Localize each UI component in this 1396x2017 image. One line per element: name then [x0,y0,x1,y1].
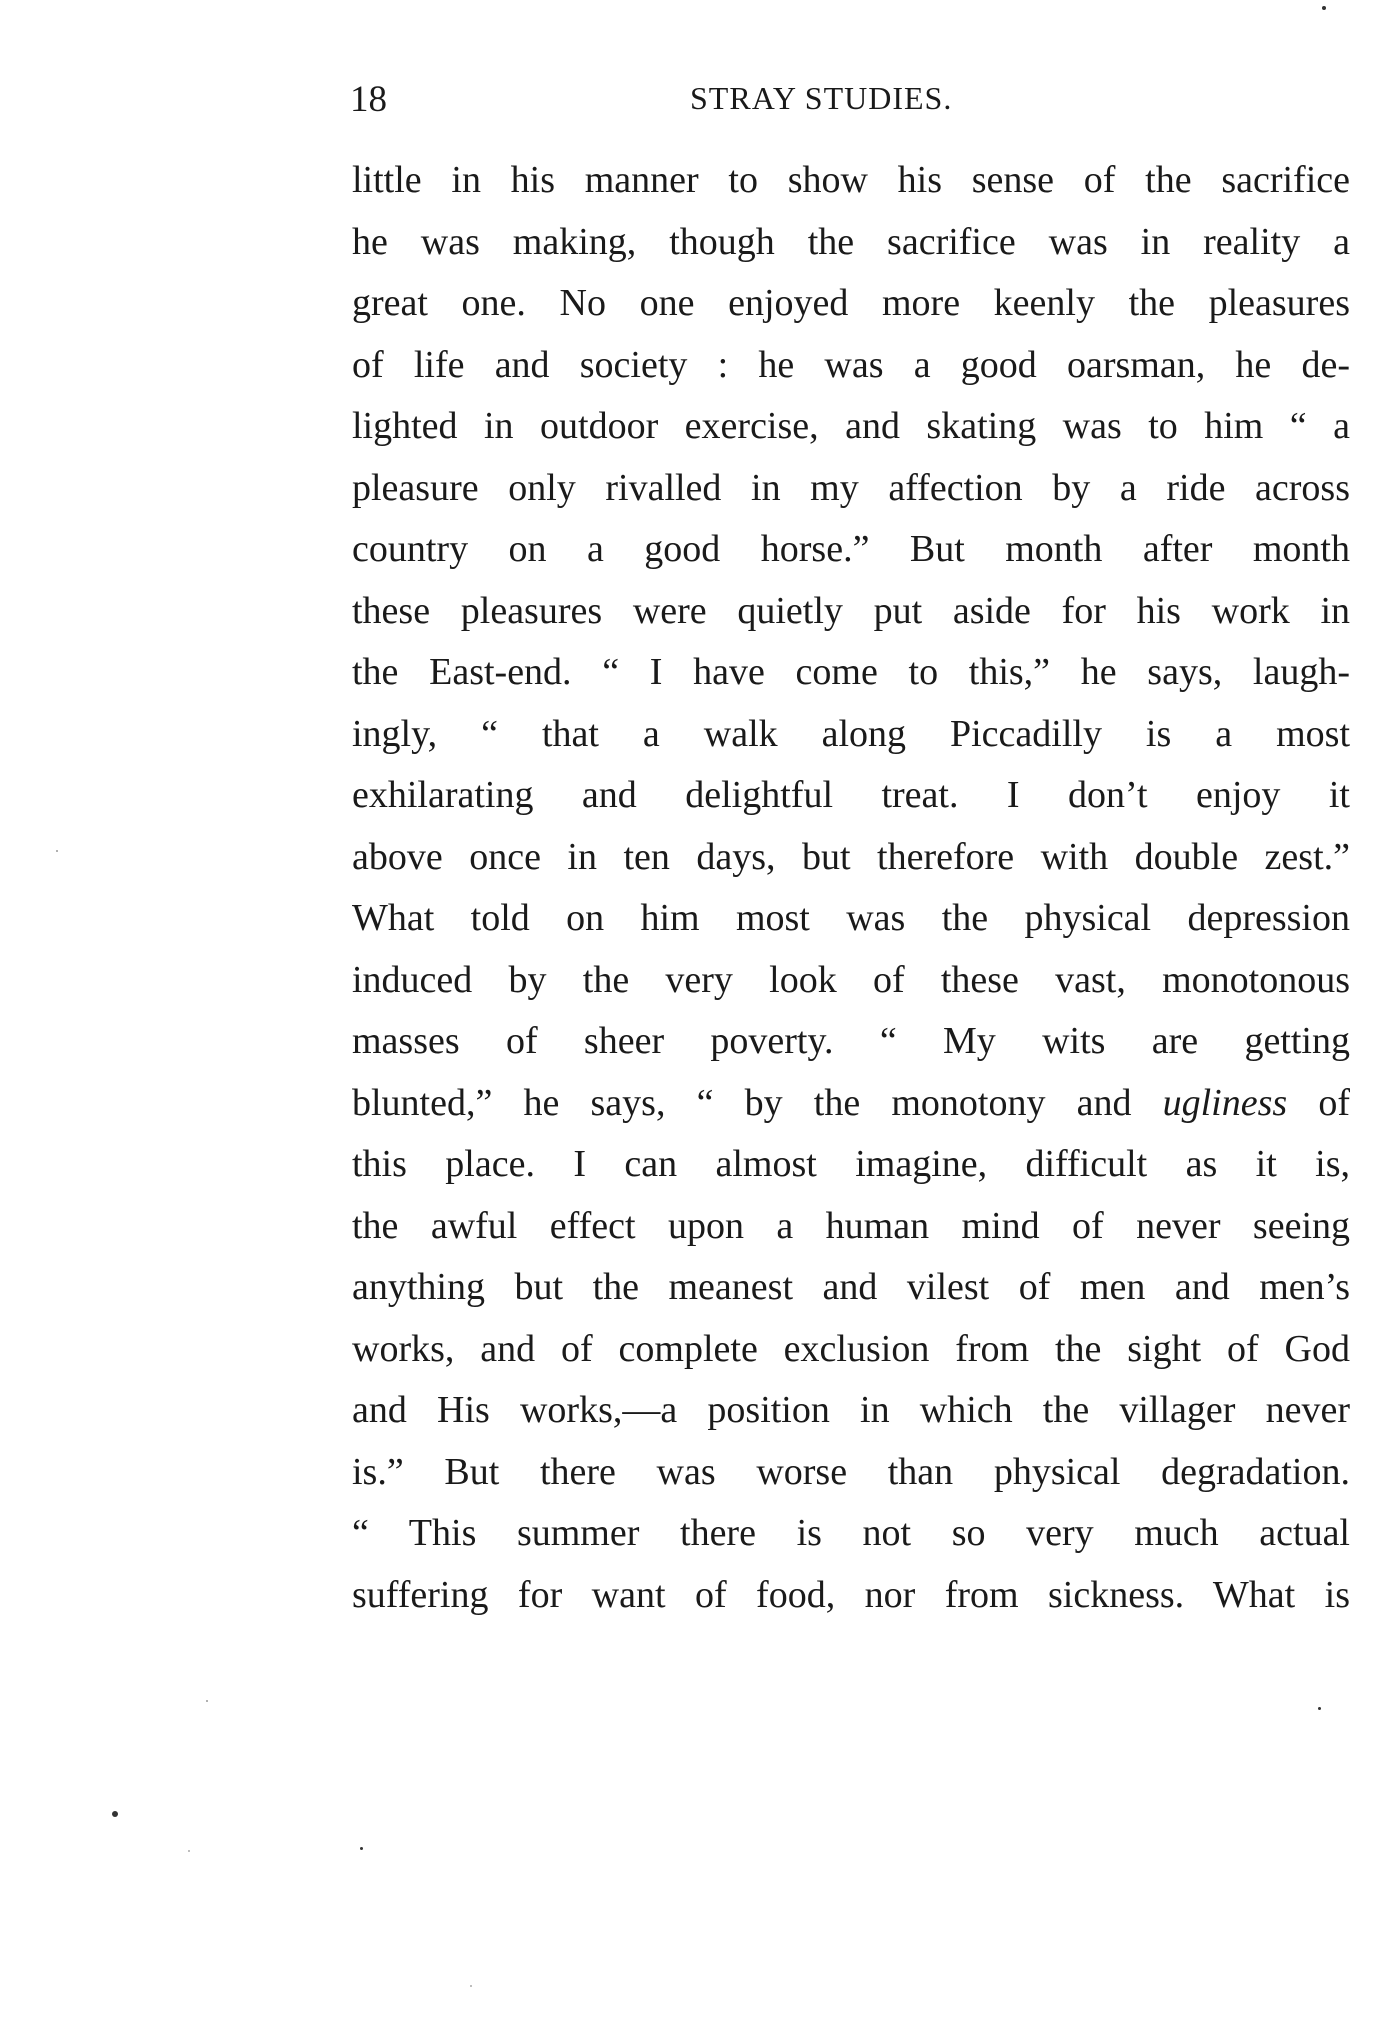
scan-speck [206,1700,208,1702]
text-line-8: these pleasures were quietly put aside for his work in [352,589,1350,632]
text-line-18: the awful effect upon a human mind of never seeing [352,1204,1350,1247]
text-line-5: lighted in outdoor exercise, and skating was to him “ a [352,405,1350,447]
text-line-20: works, and of complete exclusion from the sight of God [352,1327,1350,1370]
text-line-22: is.” But there was worse than physical degradation. [352,1450,1350,1493]
text-line-16-tail: of [1287,1081,1350,1124]
body-text [352,150,1350,1626]
text-line-24: suffering for want of food, nor from sickness. What is [352,1573,1350,1616]
text-line-4: of life and society : he was a good oarsman, he de- [352,343,1350,386]
running-head [350,78,1350,128]
page-number: 18 [350,79,387,120]
text-line-12: above once in ten days, but therefore with double zest.” [352,835,1350,878]
text-line-13: What told on him most was the physical depression [352,897,1350,939]
text-line-15: masses of sheer poverty. “ My wits are getting [352,1020,1350,1062]
text-line-6: pleasure only rivalled in my affection by a ride across [352,466,1350,509]
emphasis-word: ugliness [1162,1081,1288,1124]
text-line-19: anything but the meanest and vilest of men and men’s [352,1266,1350,1308]
text-line-16-head: blunted,” he says, “ by the monotony and [352,1081,1163,1124]
scan-speck [360,1847,363,1850]
text-line-23: “ This summer there is not so very much actual [352,1512,1350,1554]
scan-speck [188,1850,190,1852]
running-title: STRAY STUDIES. [690,80,953,116]
text-line-11: exhilarating and delightful treat. I don’t enjoy it [352,774,1350,816]
text-line-17: this place. I can almost imagine, difficult as it is, [352,1143,1350,1185]
scan-speck [56,850,58,852]
scan-speck [112,1811,118,1817]
text-line-10: ingly, “ that a walk along Piccadilly is a most [352,712,1350,755]
text-line-7: country on a good horse.” But month after month [352,528,1350,570]
text-line-2: he was making, though the sacrifice was in reality a [352,220,1350,263]
scan-speck [470,1985,472,1987]
text-line-16 [352,1073,1350,1135]
text-line-1: little in his manner to show his sense of the sacrifice [352,159,1350,201]
text-line-14: induced by the very look of these vast, monotonous [352,958,1350,1001]
text-line-21: and His works,—a position in which the villager never [352,1389,1350,1431]
text-line-3: great one. No one enjoyed more keenly the pleasures [352,282,1350,324]
scan-speck [1318,1707,1321,1710]
scan-speck [1322,6,1326,10]
text-line-9: the East-end. “ I have come to this,” he says, laugh- [352,651,1350,693]
